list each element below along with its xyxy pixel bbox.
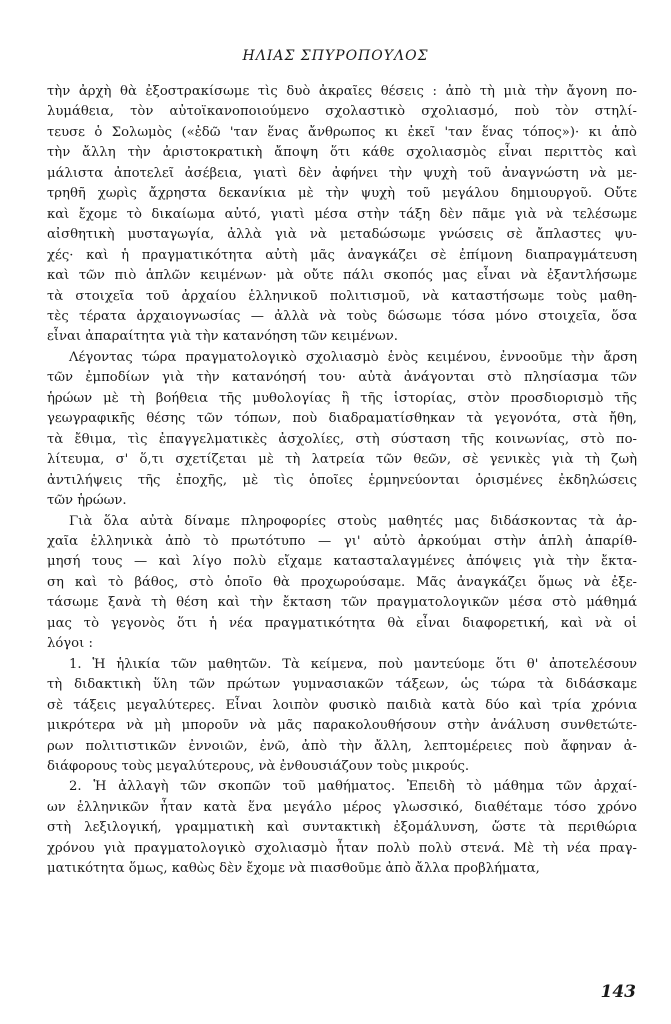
text-line: καὶ τῶν πιὸ ἁπλῶν κειμένων· μὰ οὔτε πάλι σκοπός μας εἶναι νὰ ἐξαντλήσωμε <box>47 268 637 284</box>
text-line: Λέγοντας τώρα πραγματολογικὸ σχολιασμὸ ἑνὸς κειμένου, ἐννοοῦμε τὴν ἄρση <box>69 349 637 365</box>
paragraph <box>47 348 637 512</box>
text-line: μας τὸ γεγονὸς ὅτι ἡ νέα πραγματικότητα θὰ εἶναι διαφορετική, καὶ νὰ οἱ <box>47 615 637 631</box>
text-line: στὴ λεξιλογική, γραμματικὴ καὶ συντακτικὴ ἐξομάλυνση, ὥστε τὰ περιθώρια <box>47 820 637 836</box>
text-line: καὶ ἔχομε τὸ δικαίωμα αὐτό, γιατὶ μέσα στὴν τάξη δὲν πᾶμε γιὰ νὰ τελέσωμε <box>47 206 637 222</box>
text-line: γεωγραφικῆς θέσης τῶν τόπων, ποὺ διαδραματίσθηκαν τὰ γεγονότα, στὰ ἤθη, <box>47 411 637 427</box>
text-line: λίτευμα, σ' ὅ,τι σχετίζεται μὲ τὴ λατρεία τῶν θεῶν, σὲ γενικὲς γιὰ τὴ ζωὴ <box>47 452 637 468</box>
text-line: μησή τους — καὶ λίγο πολὺ εἴχαμε κατασταλαγμένες ἀπόψεις γιὰ τὴν ἔκτα- <box>47 554 637 570</box>
text-line: τὴν ἄλλη τὴν ἀριστοκρατικὴ ἄποψη ὅτι κάθε σχολιασμὸς εἶναι περιττὸς καὶ <box>47 145 637 161</box>
text-line: μικρότερα νὰ μὴ μποροῦν νὰ μᾶς παρακολουθήσουν στὴν ἀνάλυση συνθετώτε- <box>47 718 637 734</box>
paragraph <box>47 777 637 879</box>
text-line: χές· καὶ ἡ πραγματικότητα αὐτὴ μᾶς ἀναγκάζει σὲ ἐπίμονη διαπραγμάτευση <box>47 247 637 263</box>
text-line: εἶναι ἀπαραίτητα γιὰ τὴν κατανόηση τῶν κειμένων. <box>47 329 398 345</box>
text-line: σὲ τάξεις μεγαλύτερες. Εἶναι λοιπὸν φυσικὸ παιδιὰ κατὰ δύο καὶ τρία χρόνια <box>47 697 637 713</box>
text-line: 1. Ἡ ἡλικία τῶν μαθητῶν. Τὰ κείμενα, ποὺ μαντεύομε ὅτι θ' ἀποτελέσουν <box>69 656 637 672</box>
text-line: τὰ ἔθιμα, τὶς ἐπαγγελματικὲς ἀσχολίες, στὴ σύσταση τῆς κοινωνίας, στὸ πο- <box>47 431 637 447</box>
text-line: ματικότητα ὅμως, καθὼς δὲν ἔχομε νὰ πιασθοῦμε ἀπὸ ἄλλα προβλήματα, <box>47 861 540 877</box>
text-line: τευσε ὁ Σολωμὸς («ἐδῶ 'ταν ἕνας ἄνθρωπος κι ἐκεῖ 'ταν ἕνας τόπος»)· κι ἀπὸ <box>47 124 637 140</box>
text-line: ρων πολιτιστικῶν ἐννοιῶν, ἐνῶ, ἀπὸ τὴν ἄλλη, λεπτομέρειες ποὺ ἄφηναν ἀ- <box>47 738 637 754</box>
text-line: ἀντιλήψεις τῆς ἐποχῆς, μὲ τὶς ὁποῖες ἑρμηνεύονται ὁρισμένες ἐκδηλώσεις <box>47 472 637 488</box>
text-line: χρόνου γιὰ πραγματολογικὸ σχολιασμὸ ἦταν πολὺ πολὺ στενά. Μὲ τὴ νέα πραγ- <box>47 840 637 856</box>
text-line: λυμάθεια, τὸν αὐτοϊκανοποιούμενο σχολαστικὸ σχολιασμό, ποὺ τὸν στηλί- <box>47 104 637 120</box>
text-line: τὴν ἀρχὴ θὰ ἐξοστρακίσωμε τὶς δυὸ ἀκραῖες θέσεις : ἀπὸ τὴ μιὰ τὴν ἄγονη πο- <box>47 84 637 99</box>
text-line: τῶν ἡρώων. <box>47 493 127 509</box>
text-line: μάλιστα ἀποτελεῖ ἀσέβεια, γιατὶ δὲν ἀφήνει τὴν ψυχὴ τοῦ ἀναγνώστη νὰ με- <box>47 165 637 181</box>
text-line: χαῖα ἑλληνικὰ ἀπὸ τὸ πρωτότυπο — γι' αὐτὸ ἀρκούμαι στὴν ἁπλὴ ἀπαρίθ- <box>47 533 637 549</box>
text-line: τρηθῆ χωρὶς ἄχρηστα δεκανίκια μὲ τὴν ψυχὴ τοῦ μεγάλου δημιουργοῦ. Οὔτε <box>47 186 637 202</box>
text-line: λόγοι : <box>47 636 93 652</box>
text-line: τὲς τέρατα ἀρχαιογνωσίας — ἀλλὰ νὰ τοὺς δώσωμε τόσα μόνο στοιχεῖα, ὅσα <box>47 308 637 324</box>
text-line: τάσωμε ξανὰ τὴ θέση καὶ τὴν ἔκταση τῶν πραγματολογικῶν μέσα στὸ μάθημά <box>47 595 637 611</box>
text-line: ἡρώων μὲ τὴ βοήθεια τῆς μυθολογίας ἢ τῆς ἱστορίας, στὸν προσδιορισμὸ τῆς <box>47 390 637 406</box>
text-line: τὴ διδακτικὴ ὕλη τῶν πρώτων γυμνασιακῶν τάξεων, ὡς τώρα τὰ διδάσκαμε <box>47 677 637 693</box>
text-line: αἰσθητικὴ μυσταγωγία, ἀλλὰ γιὰ νὰ μεταδώσωμε γνώσεις σὲ ἄπλαστες ψυ- <box>47 227 637 243</box>
text-line: τὰ στοιχεῖα τοῦ ἀρχαίου ἑλληνικοῦ πολιτισμοῦ, νὰ καταστήσωμε τοὺς μαθη- <box>47 288 637 304</box>
body-text <box>47 82 637 880</box>
text-line: Γιὰ ὅλα αὐτὰ δίναμε πληροφορίες στοὺς μαθητές μας διδάσκοντας τὰ ἀρ- <box>69 513 637 529</box>
text-line: 2. Ἡ ἀλλαγὴ τῶν σκοπῶν τοῦ μαθήματος. Ἐπειδὴ τὸ μάθημα τῶν ἀρχαί- <box>69 779 637 795</box>
text-line: ων ἑλληνικῶν ἦταν κατὰ ἕνα μεγάλο μέρος γλωσσικό, διαθέταμε τόσο χρόνο <box>47 799 637 815</box>
paragraph <box>47 82 637 348</box>
text-line: τῶν ἐμποδίων γιὰ τὴν κατανόησή του· αὐτὰ ἀνάγονται στὸ πλησίασμα τῶν <box>47 370 637 386</box>
page-number: 143 <box>600 982 636 1002</box>
paragraph <box>47 655 637 778</box>
text-line: διάφορους τοὺς μεγαλύτερους, νὰ ἐνθουσιάζουν τοὺς μικρούς. <box>47 758 470 774</box>
text-line: ση καὶ τὸ βάθος, στὸ ὁποῖο θὰ προχωρούσαμε. Μᾶς ἀναγκάζει ὅμως νὰ ἐξε- <box>47 574 637 590</box>
running-header: ΗΛΙΑΣ ΣΠΥΡΟΠΟΥΛΟΣ <box>242 48 429 64</box>
paragraph <box>47 512 637 655</box>
